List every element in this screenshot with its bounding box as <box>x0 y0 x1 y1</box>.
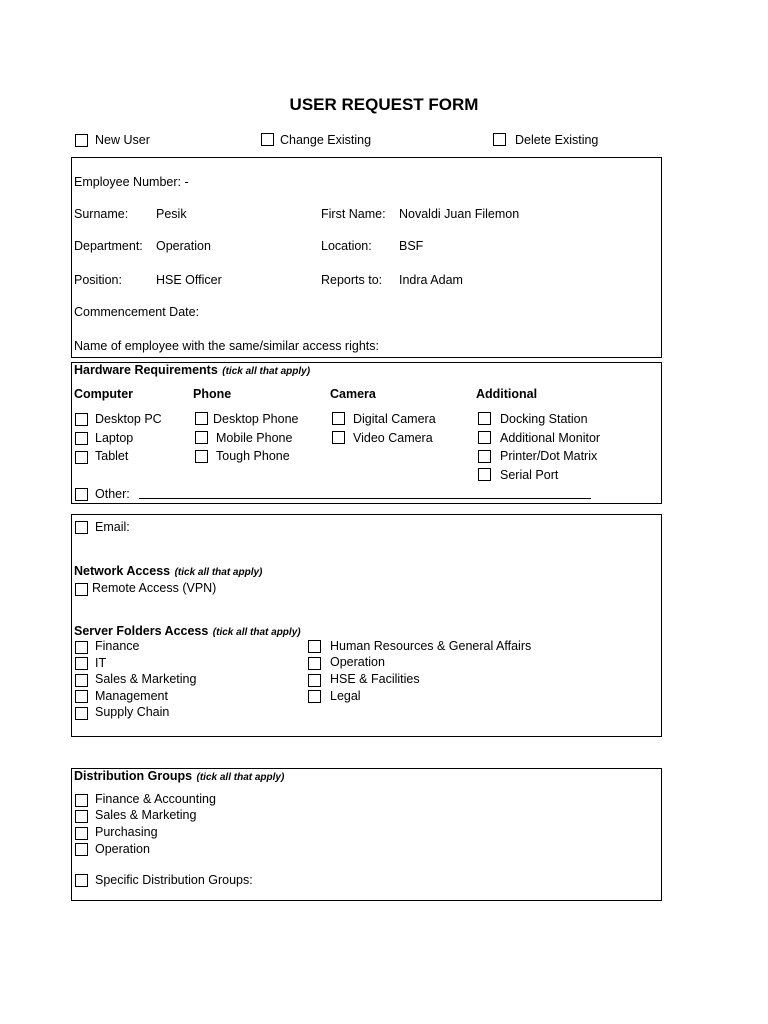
management-folder-label: Management <box>95 689 168 703</box>
remote-access-label: Remote Access (VPN) <box>92 581 217 595</box>
hardware-note: (tick all that apply) <box>222 366 311 377</box>
video-camera-label: Video Camera <box>353 431 433 445</box>
supply-chain-folder-checkbox[interactable] <box>75 707 88 720</box>
desktop-pc-checkbox[interactable] <box>75 413 88 426</box>
finance-folder-checkbox[interactable] <box>75 641 88 654</box>
sales-marketing-folder-label: Sales & Marketing <box>95 672 197 686</box>
desktop-phone-checkbox[interactable] <box>195 412 208 425</box>
laptop-checkbox[interactable] <box>75 432 88 445</box>
location-value[interactable]: BSF <box>399 239 424 253</box>
distribution-note: (tick all that apply) <box>196 772 285 783</box>
operation-group-label: Operation <box>95 842 150 856</box>
network-heading <box>74 563 262 580</box>
finance-accounting-group-checkbox[interactable] <box>75 794 88 807</box>
sales-marketing-group-checkbox[interactable] <box>75 810 88 823</box>
position-label: Position: <box>74 273 122 287</box>
tablet-label: Tablet <box>95 449 129 463</box>
operation-folder-checkbox[interactable] <box>308 657 321 670</box>
docking-station-label: Docking Station <box>500 412 588 426</box>
delete-existing-label: Delete Existing <box>515 133 599 147</box>
sales-marketing-group-label: Sales & Marketing <box>95 808 197 822</box>
network-title: Network Access <box>74 564 171 578</box>
surname-value[interactable]: Pesik <box>156 207 187 221</box>
location-label: Location: <box>321 239 372 253</box>
first-name-label: First Name: <box>321 207 386 221</box>
reports-to-label: Reports to: <box>321 273 383 287</box>
camera-heading: Camera <box>330 387 376 401</box>
position-value[interactable]: HSE Officer <box>156 273 222 287</box>
employee-number: Employee Number: - <box>74 175 189 189</box>
printer-dot-matrix-label: Printer/Dot Matrix <box>500 449 598 463</box>
reports-to-value[interactable]: Indra Adam <box>399 273 463 287</box>
hr-ga-folder-checkbox[interactable] <box>308 640 321 653</box>
mobile-phone-checkbox[interactable] <box>195 431 208 444</box>
serial-port-checkbox[interactable] <box>478 468 491 481</box>
desktop-phone-label: Desktop Phone <box>213 412 299 426</box>
similar-access-label: Name of employee with the same/similar access rights: <box>74 339 379 353</box>
purchasing-group-checkbox[interactable] <box>75 827 88 840</box>
it-folder-label: IT <box>95 656 107 670</box>
video-camera-checkbox[interactable] <box>332 431 345 444</box>
department-value[interactable]: Operation <box>156 239 211 253</box>
digital-camera-label: Digital Camera <box>353 412 436 426</box>
legal-folder-checkbox[interactable] <box>308 690 321 703</box>
specific-groups-label: Specific Distribution Groups: <box>95 873 253 887</box>
phone-heading: Phone <box>193 387 232 401</box>
additional-monitor-label: Additional Monitor <box>500 431 601 445</box>
network-note: (tick all that apply) <box>174 567 263 578</box>
finance-accounting-group-label: Finance & Accounting <box>95 792 216 806</box>
legal-folder-label: Legal <box>330 689 361 703</box>
finance-folder-label: Finance <box>95 639 140 653</box>
distribution-title: Distribution Groups <box>74 769 193 783</box>
surname-label: Surname: <box>74 207 129 221</box>
hardware-heading <box>74 362 310 379</box>
other-checkbox[interactable] <box>75 488 88 501</box>
new-user-checkbox[interactable] <box>75 134 88 147</box>
delete-existing-checkbox[interactable] <box>493 133 506 146</box>
first-name-value[interactable]: Novaldi Juan Filemon <box>399 207 520 221</box>
mobile-phone-label: Mobile Phone <box>216 431 293 445</box>
server-folders-heading <box>74 623 301 640</box>
laptop-label: Laptop <box>95 431 134 445</box>
change-existing-label: Change Existing <box>280 133 372 147</box>
sales-marketing-folder-checkbox[interactable] <box>75 674 88 687</box>
serial-port-label: Serial Port <box>500 468 559 482</box>
operation-group-checkbox[interactable] <box>75 843 88 856</box>
hse-facilities-folder-checkbox[interactable] <box>308 674 321 687</box>
other-input-line[interactable] <box>139 498 591 499</box>
commencement-date-label: Commencement Date: <box>74 305 200 319</box>
digital-camera-checkbox[interactable] <box>332 412 345 425</box>
supply-chain-folder-label: Supply Chain <box>95 705 170 719</box>
email-label: Email: <box>95 520 130 534</box>
change-existing-checkbox[interactable] <box>261 133 274 146</box>
purchasing-group-label: Purchasing <box>95 825 158 839</box>
distribution-heading <box>74 768 284 785</box>
server-folders-note: (tick all that apply) <box>212 627 301 638</box>
additional-monitor-checkbox[interactable] <box>478 431 491 444</box>
printer-dot-matrix-checkbox[interactable] <box>478 450 491 463</box>
operation-folder-label: Operation <box>330 655 385 669</box>
additional-heading: Additional <box>476 387 538 401</box>
server-folders-title: Server Folders Access <box>74 624 209 638</box>
tough-phone-label: Tough Phone <box>216 449 290 463</box>
page-title: USER REQUEST FORM <box>289 95 479 114</box>
it-folder-checkbox[interactable] <box>75 657 88 670</box>
email-checkbox[interactable] <box>75 521 88 534</box>
remote-access-checkbox[interactable] <box>75 583 88 596</box>
hr-ga-folder-label: Human Resources & General Affairs <box>330 639 532 653</box>
hardware-title: Hardware Requirements <box>74 363 218 377</box>
other-label: Other: <box>95 487 130 501</box>
specific-groups-checkbox[interactable] <box>75 874 88 887</box>
management-folder-checkbox[interactable] <box>75 690 88 703</box>
department-label: Department: <box>74 239 143 253</box>
desktop-pc-label: Desktop PC <box>95 412 162 426</box>
computer-heading: Computer <box>74 387 134 401</box>
tough-phone-checkbox[interactable] <box>195 450 208 463</box>
tablet-checkbox[interactable] <box>75 451 88 464</box>
new-user-label: New User <box>95 133 150 147</box>
hse-facilities-folder-label: HSE & Facilities <box>330 672 420 686</box>
docking-station-checkbox[interactable] <box>478 412 491 425</box>
